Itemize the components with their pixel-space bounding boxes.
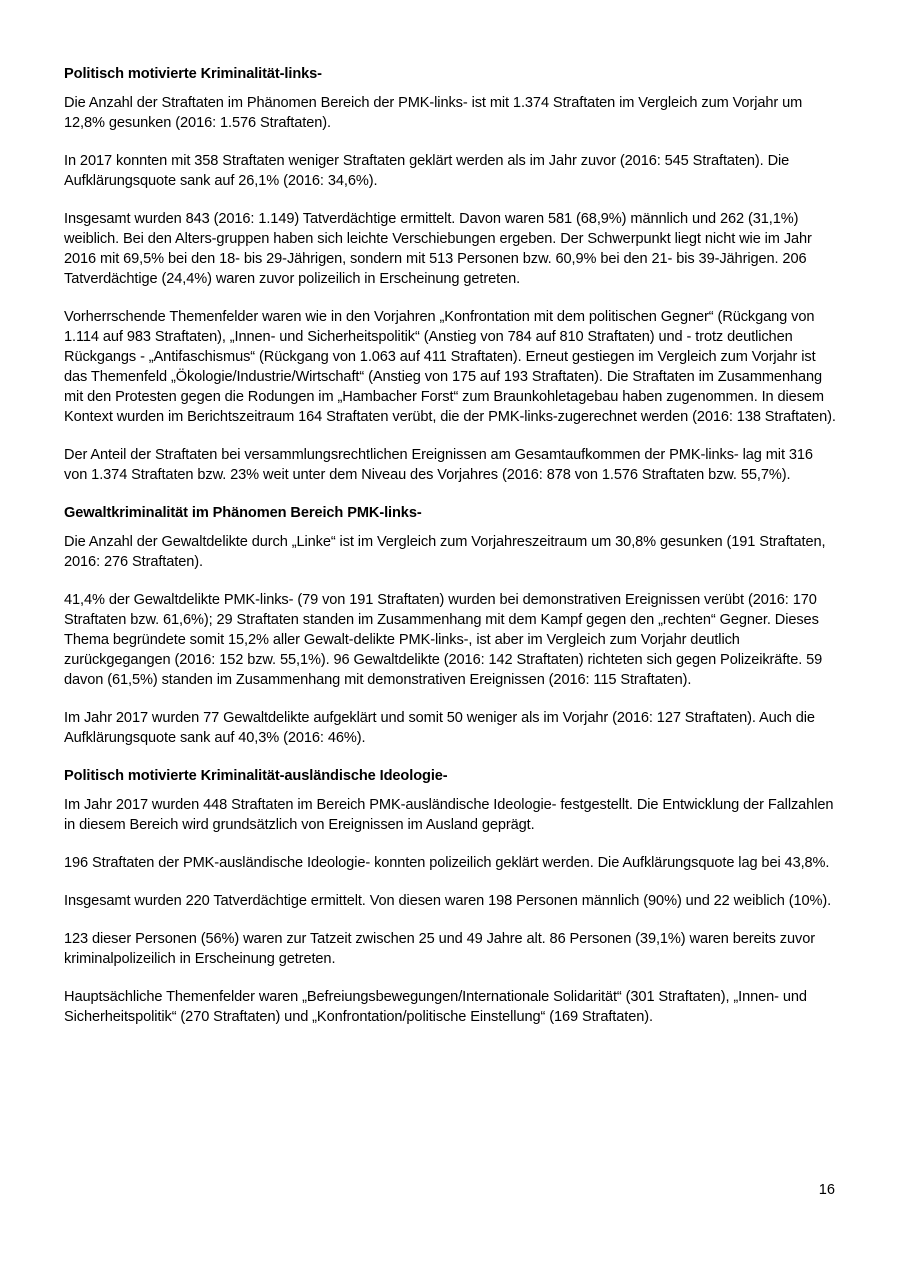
paragraph: Insgesamt wurden 843 (2016: 1.149) Tatverdächtige ermittelt. Davon waren 581 (68,9%) männlich und 262 (31,1%) weiblich. Bei den Alters-gruppen haben sich leichte Verschiebungen ergeben. Der Schwerpunkt liegt nicht wie im Jahr 2016 mit 69,5% bei den 18- bis 29-Jährigen, sondern mit 513 Personen bzw. 60,9% bei den 21- bis 39-Jährigen. 206 Tatverdächtige (24,4%) waren zuvor polizeilich in Erscheinung getreten. [64, 211, 812, 287]
paragraph: 196 Straftaten der PMK-ausländische Ideologie- konnten polizeilich geklärt werden. Die Aufklärungsquote lag bei 43,8%. [64, 855, 830, 871]
section-heading: Politisch motivierte Kriminalität-links- [64, 66, 322, 82]
page-number: 16 [818, 1182, 835, 1198]
paragraph: Im Jahr 2017 wurden 77 Gewaltdelikte aufgeklärt und somit 50 weniger als im Vorjahr (2016: 127 Straftaten). Auch die Aufklärungsquote sank auf 40,3% (2016: 46%). [64, 710, 815, 746]
section-pmk-auslaendische-ideologie [64, 766, 836, 1027]
paragraph: Hauptsächliche Themenfelder waren „Befreiungsbewegungen/Internationale Solidarität“ (301 Straftaten), „Innen- und Sicherheitspolitik“ (270 Straftaten) und „Konfrontation/politische Einstellung“ (169 Straftaten). [64, 989, 807, 1025]
paragraph: 41,4% der Gewaltdelikte PMK-links- (79 von 191 Straftaten) wurden bei demonstrativen Ereignissen verübt (2016: 170 Straftaten bzw. 61,6%); 29 Straftaten standen im Zusammenhang mit dem Kampf gegen den „rechten“ Gegner. Dieses Thema begründete somit 15,2% aller Gewalt-delikte PMK-links-, ist aber im Vergleich zum Vorjahr deutlich zurückgegangen (2016: 152 bzw. 55,1%). 96 Gewaltdelikte (2016: 142 Straftaten) richteten sich gegen Polizeikräfte. 59 davon (61,5%) standen im Zusammenhang mit demonstrativen Ereignissen (2016: 115 Straftaten). [64, 592, 823, 688]
paragraph: Die Anzahl der Straftaten im Phänomen Bereich der PMK-links- ist mit 1.374 Straftaten im Vergleich zum Vorjahr um 12,8% gesunken (2016: 1.576 Straftaten). [64, 95, 803, 131]
paragraph: Der Anteil der Straftaten bei versammlungsrechtlichen Ereignissen am Gesamtaufkommen der PMK-links- lag mit 316 von 1.374 Straftaten bzw. 23% weit unter dem Niveau des Vorjahres (2016: 878 von 1.576 Straftaten bzw. 55,7%). [64, 447, 813, 483]
paragraph: Vorherrschende Themenfelder waren wie in den Vorjahren „Konfrontation mit dem politischen Gegner“ (Rückgang von 1.114 auf 983 Straftaten), „Innen- und Sicherheitspolitik“ (Anstieg von 784 auf 810 Straftaten) und - trotz deutlichen Rückgangs - „Antifaschismus“ (Rückgang von 1.063 auf 411 Straftaten). Erneut gestiegen im Vergleich zum Vorjahr ist das Themenfeld „Ökologie/Industrie/Wirtschaft“ (Anstieg von 175 auf 193 Straftaten). Die Straftaten im Zusammenhang mit den Protesten gegen die Rodungen im „Hambacher Forst“ zum Braunkohletagebau haben zugenommen. In diesem Kontext wurden im Berichtszeitraum 164 Straftaten verübt, die der PMK-links-zugerechnet werden (2016: 138 Straftaten). [64, 309, 836, 425]
paragraph: Insgesamt wurden 220 Tatverdächtige ermittelt. Von diesen waren 198 Personen männlich (90%) und 22 weiblich (10%). [64, 893, 832, 909]
paragraph: Die Anzahl der Gewaltdelikte durch „Linke“ ist im Vergleich zum Vorjahreszeitraum um 30,8% gesunken (191 Straftaten, 2016: 276 Straftaten). [64, 534, 826, 570]
section-gewaltkriminalitaet-links [64, 503, 836, 748]
paragraph: 123 dieser Personen (56%) waren zur Tatzeit zwischen 25 und 49 Jahre alt. 86 Personen (39,1%) waren bereits zuvor kriminalpolizeilich in Erscheinung getreten. [64, 931, 815, 967]
section-heading: Politisch motivierte Kriminalität-ausländische Ideologie- [64, 768, 448, 784]
paragraph: In 2017 konnten mit 358 Straftaten weniger Straftaten geklärt werden als im Jahr zuvor (2016: 545 Straftaten). Die Aufklärungsquote sank auf 26,1% (2016: 34,6%). [64, 153, 790, 189]
section-pmk-links [64, 64, 836, 485]
document-body [64, 64, 836, 1045]
paragraph: Im Jahr 2017 wurden 448 Straftaten im Bereich PMK-ausländische Ideologie- festgestellt. Die Entwicklung der Fallzahlen in diesem Bereich wird grundsätzlich von Ereignissen im Ausland geprägt. [64, 797, 834, 833]
section-heading: Gewaltkriminalität im Phänomen Bereich PMK-links- [64, 505, 422, 521]
